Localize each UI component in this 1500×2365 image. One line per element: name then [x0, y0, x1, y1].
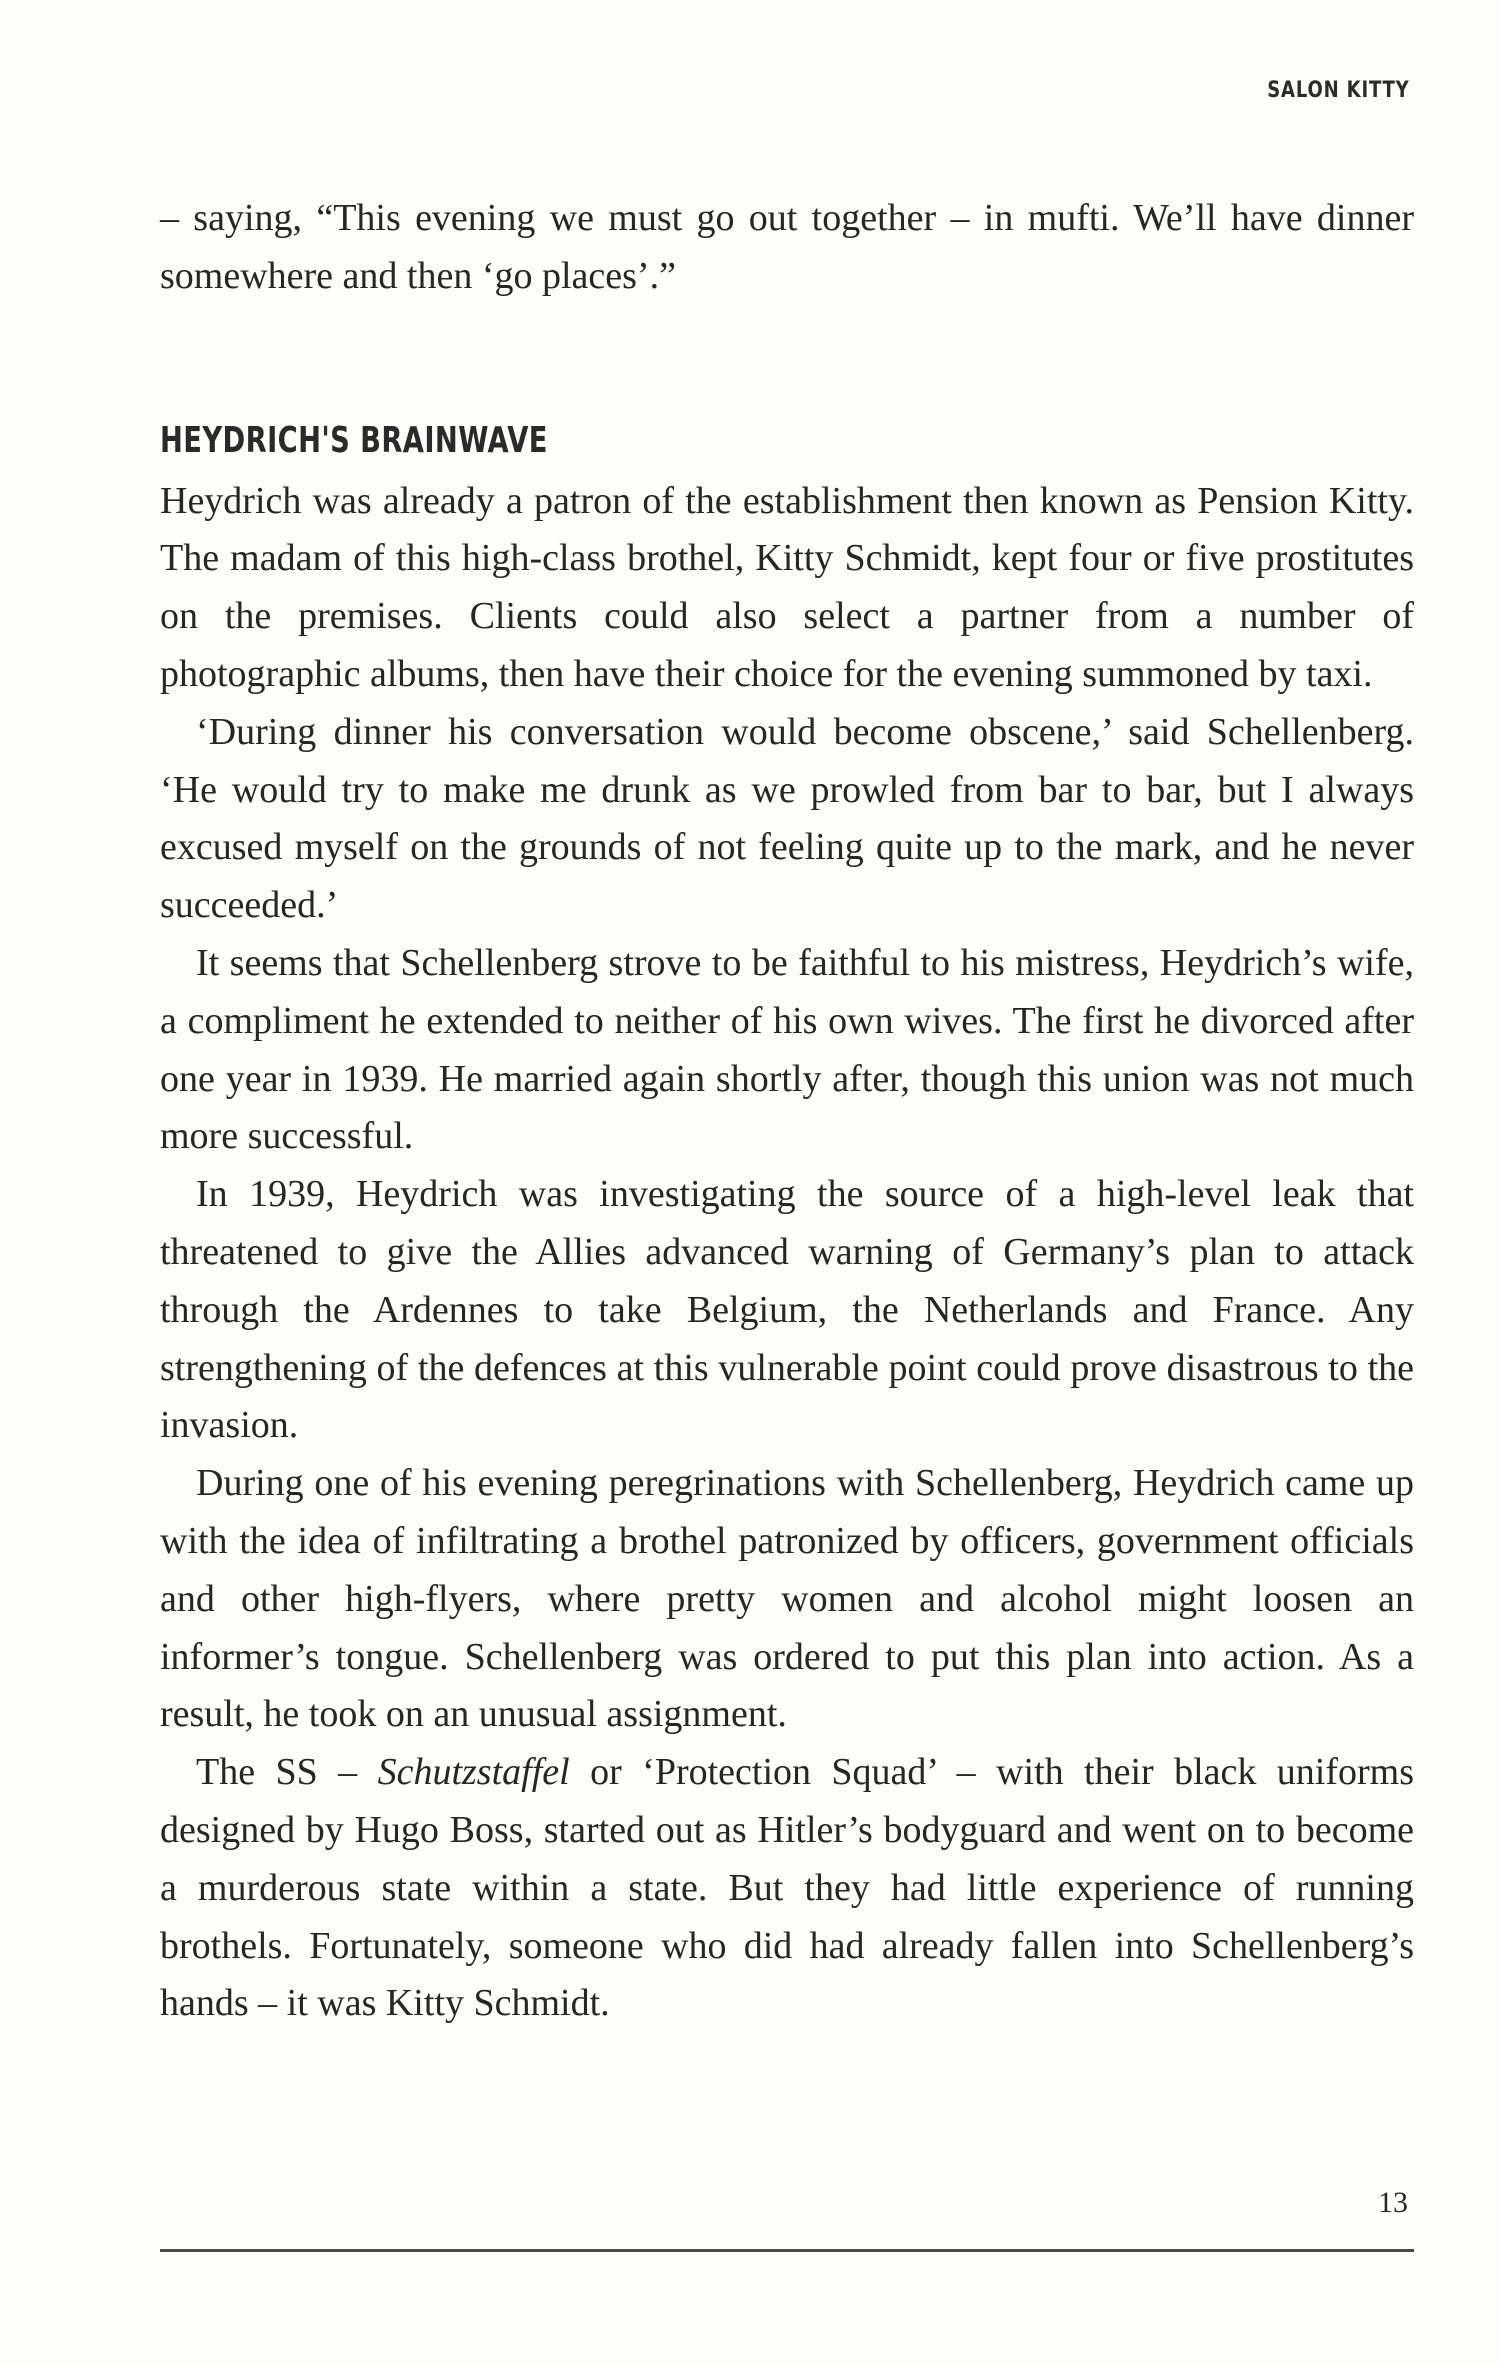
running-head: SALON KITTY: [1267, 78, 1410, 103]
page-content: [160, 190, 1414, 2033]
page-number: 13: [1378, 2186, 1408, 2219]
body-paragraph-4: In 1939, Heydrich was investigating the source of a high-level leak that threatened to give the Allies advanced warning of Germany’s plan to attack through the Ardennes to take Belgium, the Netherlands and France. Any strengthening of the defences at this vulnerable point could prove disastrous to the invasion.: [160, 1173, 1414, 1447]
italic-term: Schutzstaffel: [377, 1751, 570, 1794]
section-heading: HEYDRICH'S BRAINWAVE: [160, 419, 548, 461]
body-paragraph-3: It seems that Schellenberg strove to be faithful to his mistress, Heydrich’s wife, a compliment he extended to neither of his own wives. The first he divorced after one year in 1939. He married again shortly after, though this union was not much more successful.: [160, 941, 1414, 1158]
body-paragraph-2: ‘During dinner his conversation would become obscene,’ said Schellenberg. ‘He would try to make me drunk as we prowled from bar to bar, but I always excused myself on the grounds of not feeling quite up to the mark, and he never succeeded.’: [160, 710, 1414, 927]
body-paragraph-6: [160, 1744, 1414, 2033]
continuation-paragraph: – saying, “This evening we must go out together – in mufti. We’ll have dinner somewhere and then ‘go places’.”: [160, 197, 1414, 297]
body-paragraph-5: During one of his evening peregrinations with Schellenberg, Heydrich came up with the idea of infiltrating a brothel patronized by officers, government officials and other high-flyers, where pretty women and alcohol might loosen an informer’s tongue. Schellenberg was ordered to put this plan into action. As a result, he took on an unusual assignment.: [160, 1462, 1414, 1736]
paragraph-text-lead: The SS –: [196, 1751, 378, 1794]
footer-rule: [160, 2249, 1414, 2252]
paragraph-text-rest: or ‘Protection Squad’ – with their black uniforms designed by Hugo Boss, started out as Hitler’s bodyguard and went on to become a murderous state within a state. But they had little experience of running brothels. Fortunately, someone who did had already fallen into Schellenberg’s hands – it was Kitty Schmidt.: [160, 1751, 1414, 2025]
body-paragraph-1: Heydrich was already a patron of the establishment then known as Pension Kitty. The madam of this high-class brothel, Kitty Schmidt, kept four or five prostitutes on the premises. Clients could also select a partner from a number of photographic albums, then have their choice for the evening summoned by taxi.: [160, 479, 1414, 695]
